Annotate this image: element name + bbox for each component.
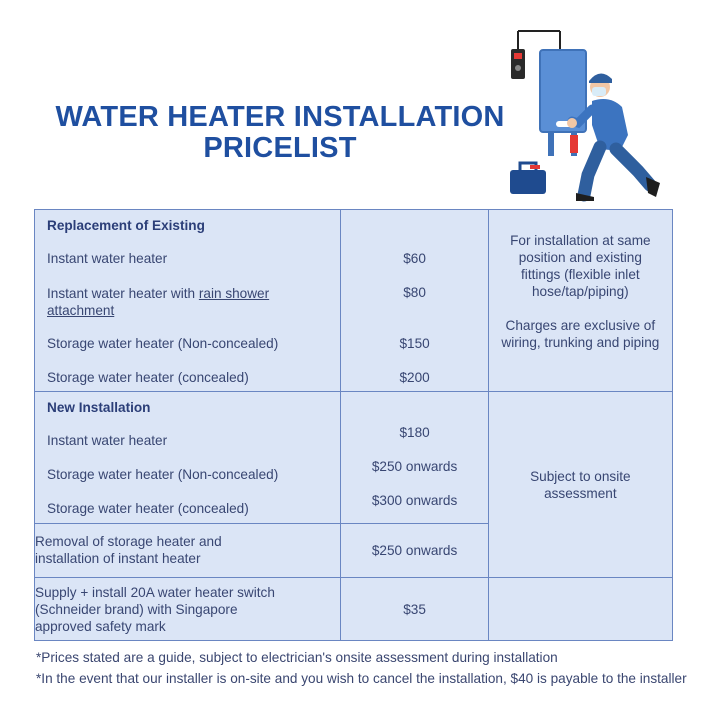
footnote-cancel: *In the event that our installer is on-site and you wish to cancel the installation, $40 is payable to the installer	[36, 671, 687, 686]
item-label: Storage water heater (concealed)	[47, 370, 249, 385]
note-installation: For installation at same position and existing fittings (flexible inlet hose/tap/piping)	[510, 233, 651, 299]
replacement-prices	[341, 210, 488, 392]
replacement-section	[35, 210, 673, 392]
item-label: Storage water heater (concealed)	[47, 501, 249, 516]
item-price: $200	[399, 370, 430, 385]
new-installation-note	[488, 392, 672, 578]
new-installation-section	[35, 392, 673, 524]
item-label-rain-shower: Instant water heater with rain shower attachment	[47, 286, 270, 318]
rain-shower-link[interactable]: rain shower	[198, 286, 270, 301]
note-charges: Charges are exclusive of wiring, trunking and piping	[501, 318, 660, 350]
title-line-2: PRICELIST	[203, 132, 357, 164]
water-heater-icon	[511, 31, 586, 156]
new-installation-labels	[35, 392, 341, 524]
footnote-prices: *Prices stated are a guide, subject to electrician's onsite assessment during installation	[36, 650, 558, 665]
item-price: $150	[399, 336, 430, 351]
section-header-new-installation: New Installation	[47, 400, 151, 415]
item-label: Storage water heater (Non-concealed)	[47, 467, 279, 482]
note-onsite-assessment: Subject to onsite assessment	[530, 468, 631, 501]
switch-note-empty	[488, 578, 672, 641]
page-title	[40, 102, 520, 164]
item-price: $180	[399, 425, 430, 440]
section-header-replacement: Replacement of Existing	[47, 218, 205, 233]
item-label: Instant water heater	[47, 251, 168, 266]
item-price: $300 onwards	[371, 493, 458, 508]
price-table	[34, 209, 673, 641]
item-price: $250 onwards	[371, 459, 458, 474]
technician-illustration	[500, 25, 670, 205]
switch-row	[35, 578, 673, 641]
item-price: $80	[403, 285, 426, 300]
item-label: Storage water heater (Non-concealed)	[47, 336, 279, 351]
attachment-link[interactable]: attachment	[47, 303, 115, 318]
removal-price: $250 onwards	[341, 524, 488, 578]
new-installation-prices	[341, 392, 488, 524]
replacement-labels	[35, 210, 341, 392]
replacement-note	[488, 210, 672, 392]
item-price: $60	[403, 251, 426, 266]
toolbox-icon	[510, 163, 546, 194]
switch-label: Supply + install 20A water heater switch (Schneider brand) with Singapore approved safety mark	[35, 578, 341, 641]
item-label: Instant water heater	[47, 433, 168, 448]
title-line-1: WATER HEATER INSTALLATION	[55, 101, 505, 133]
switch-price: $35	[341, 578, 488, 641]
removal-label: Removal of storage heater and installation of instant heater	[35, 524, 341, 578]
